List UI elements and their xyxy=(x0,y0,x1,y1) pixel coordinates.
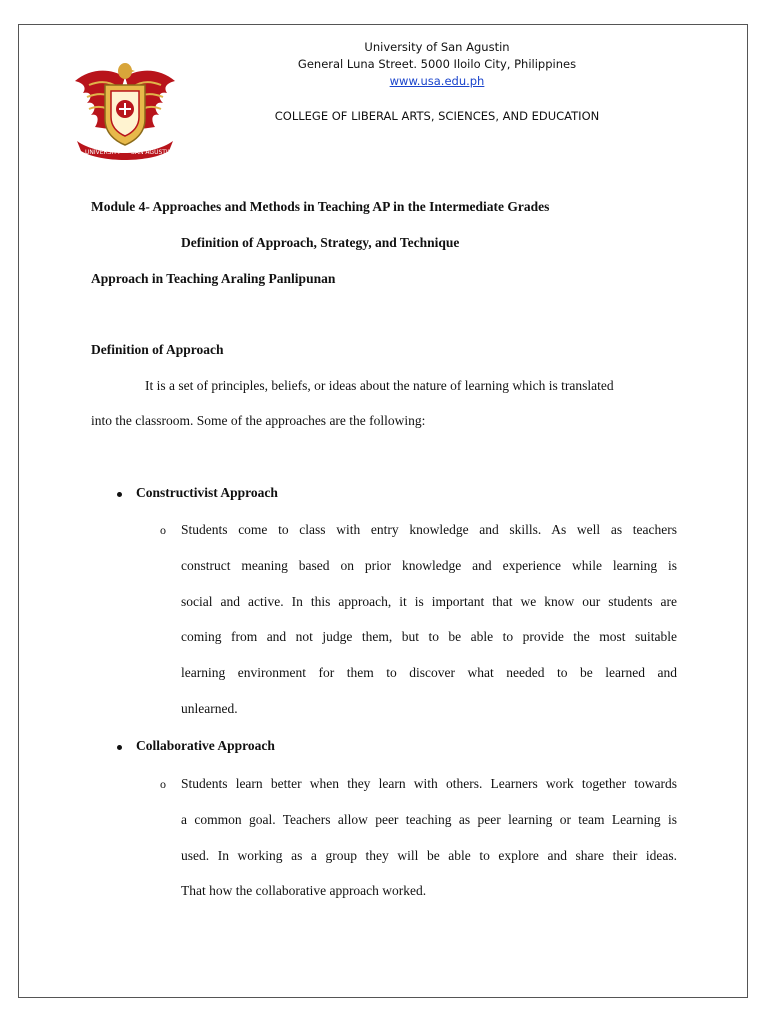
collaborative-line: That how the collaborative approach worked. xyxy=(181,883,427,898)
collaborative-line: used. In working as a group they will be able to explore and share their ideas. xyxy=(181,848,677,863)
approach-title-constructivist: Constructivist Approach xyxy=(136,485,278,500)
constructivist-line: Students come to class with entry knowledge and skills. As well as teachers xyxy=(181,522,677,537)
sub-bullet-icon: o xyxy=(160,777,166,791)
bullet-constructivist xyxy=(117,492,122,497)
bullet-collaborative xyxy=(117,745,122,750)
website-link[interactable]: www.usa.edu.ph xyxy=(389,74,485,88)
university-seal-logo xyxy=(69,57,181,161)
constructivist-line: learning environment for them to discover what needed to be learned and xyxy=(181,665,677,680)
document-page xyxy=(18,24,748,998)
definition-heading: Definition of Approach xyxy=(91,342,224,357)
module-title: Module 4- Approaches and Methods in Teaching AP in the Intermediate Grades xyxy=(91,199,550,214)
website-line xyxy=(179,74,695,88)
collaborative-line: a common goal. Teachers allow peer teaching as peer learning or team Learning is xyxy=(181,812,677,827)
section-title: Approach in Teaching Araling Panlipunan xyxy=(91,271,336,286)
constructivist-line: construct meaning based on prior knowledge and experience while learning is xyxy=(181,558,677,573)
sub-bullet-icon: o xyxy=(160,523,166,537)
constructivist-line: unlearned. xyxy=(181,701,238,716)
approach-title-collaborative: Collaborative Approach xyxy=(136,738,275,753)
constructivist-line: coming from and not judge them, but to be able to provide the most suitable xyxy=(181,629,677,644)
university-address: General Luna Street. 5000 Iloilo City, Philippines xyxy=(297,57,577,71)
constructivist-line: social and active. In this approach, it is important that we know our students are xyxy=(181,594,677,609)
college-name: COLLEGE OF LIBERAL ARTS, SCIENCES, AND EDUCATION xyxy=(274,109,600,123)
definition-line-2: into the classroom. Some of the approaches are the following: xyxy=(91,413,426,428)
definition-line-1: It is a set of principles, beliefs, or ideas about the nature of learning which is translated xyxy=(145,378,614,393)
seal-ribbon-left-text: UNIVERSITY xyxy=(85,149,121,156)
module-subtitle: Definition of Approach, Strategy, and Technique xyxy=(181,235,460,250)
collaborative-line: Students learn better when they learn with others. Learners work together towards xyxy=(181,776,677,791)
seal-ribbon-right-text: SAN AGUSTIN xyxy=(131,149,173,156)
university-name: University of San Agustin xyxy=(364,40,510,54)
